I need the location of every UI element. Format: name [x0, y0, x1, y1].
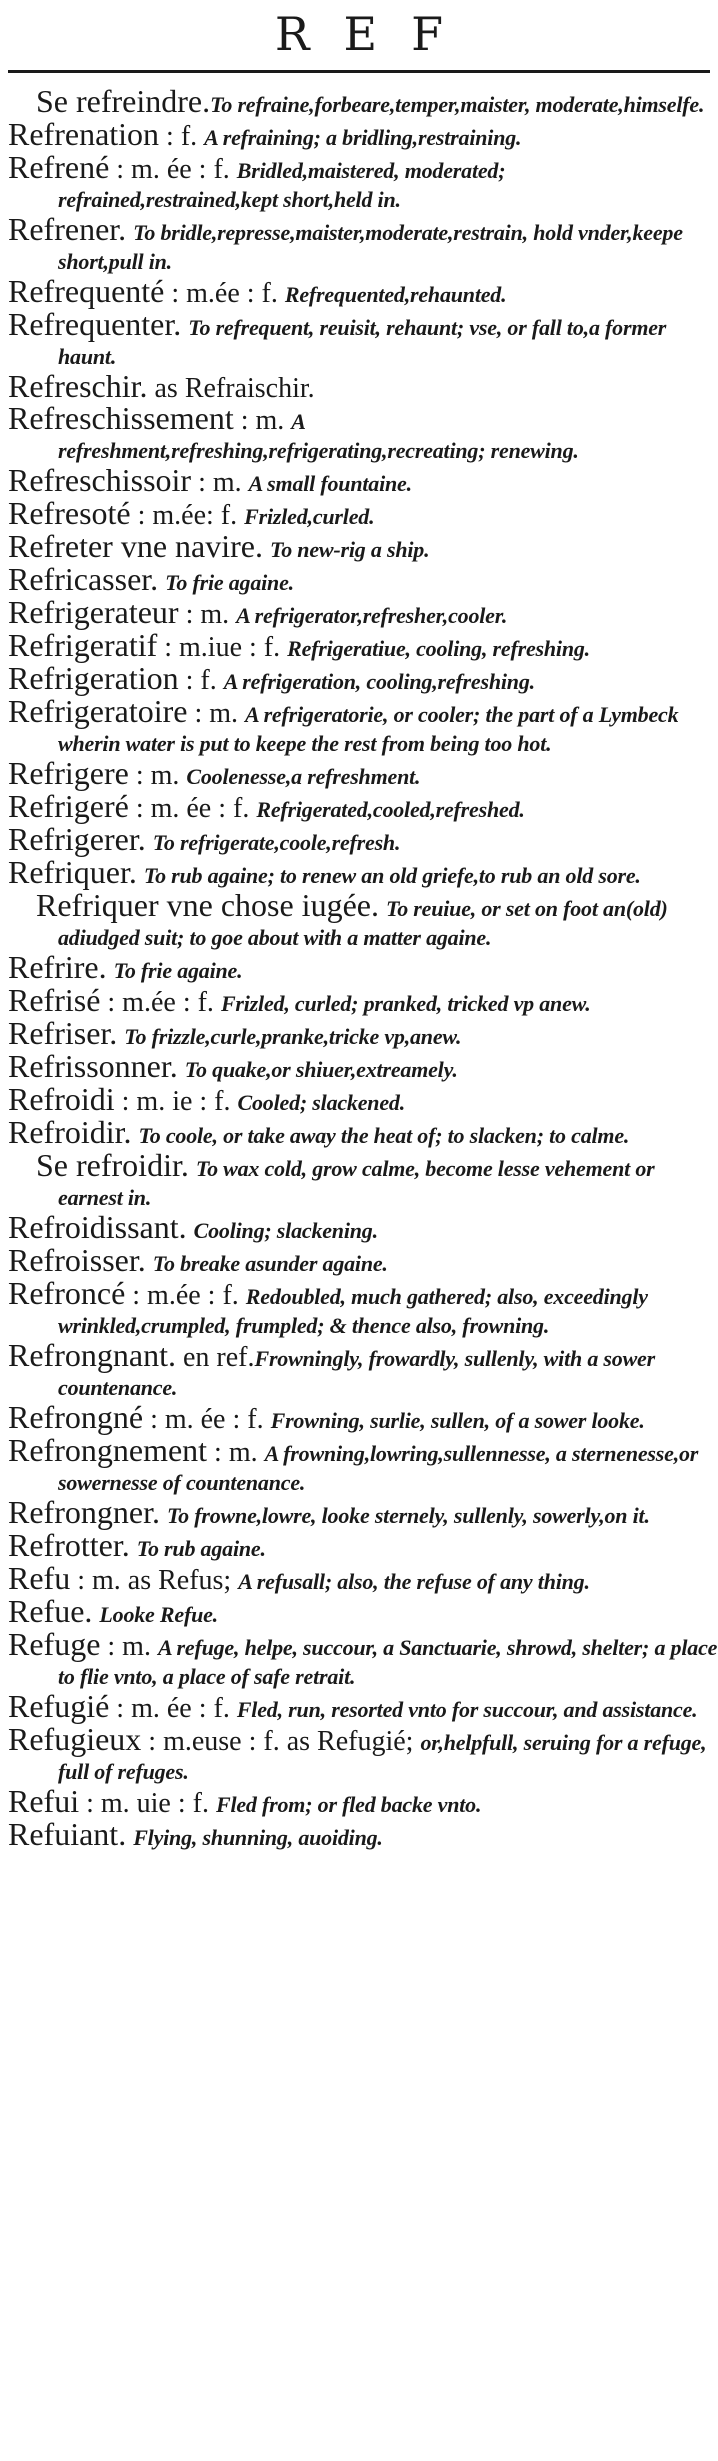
entry-definition: A refreshment,refreshing,refrigerating,recreating; renewing.	[58, 409, 579, 463]
entry-grammar: : m.	[207, 1437, 265, 1468]
entry-grammar	[178, 1053, 185, 1084]
dictionary-entry	[0, 594, 718, 630]
entry-definition: Refrigeratiue, cooling, refreshing.	[287, 636, 590, 661]
entry-definition: A small fountaine.	[248, 471, 412, 496]
dictionary-entry	[0, 1688, 718, 1724]
entry-definition: A refrigerator,refresher,cooler.	[236, 603, 508, 628]
entry-definition: Redoubled, much gathered; also, exceedingly wrinkled,crumpled, frumpled; & thence also, frowning.	[58, 1284, 648, 1338]
entry-grammar: : m.	[187, 698, 246, 729]
entry-definition: A refusall; also, the refuse of any thing.	[238, 1569, 590, 1594]
entry-grammar: : m. ée : f.	[109, 1693, 237, 1724]
entry-grammar	[107, 954, 114, 985]
entry-definition: To frizzle,curle,pranke,tricke vp,anew.	[124, 1024, 462, 1049]
dictionary-entry	[0, 1209, 718, 1245]
entry-headword: Refrequenter.	[8, 306, 182, 342]
dictionary-entry	[0, 273, 718, 309]
entry-definition: To new-rig a ship.	[269, 537, 430, 562]
entry-grammar: : m. ée : f.	[128, 793, 257, 824]
dictionary-entry	[0, 1015, 718, 1051]
entry-definition: Refrigerated,cooled,refreshed.	[256, 797, 525, 822]
dictionary-entry	[0, 368, 718, 404]
entry-headword: Refriquer vne chose iugée.	[36, 887, 379, 923]
entry-definition: Frizled,curled.	[244, 504, 375, 529]
entry-headword: Refrigeratoire	[8, 693, 188, 729]
entry-headword: Se refroidir.	[36, 1147, 189, 1183]
dictionary-entry	[0, 1048, 718, 1084]
entry-grammar: : m.	[128, 760, 187, 791]
entry-grammar	[132, 1119, 139, 1150]
dictionary-entry	[0, 1527, 718, 1563]
entry-grammar: : m.ée : f.	[164, 278, 285, 309]
entry-definition: A refrigeratorie, or cooler; the part of a Lymbeck wherin water is put to keepe the rest from being too hot.	[58, 702, 679, 756]
entry-definition: Cooled; slackened.	[237, 1090, 405, 1115]
entry-grammar: : m.ée : f.	[125, 1280, 246, 1311]
dictionary-entry	[0, 821, 718, 857]
entry-grammar	[160, 1499, 167, 1530]
entry-grammar: : m.euse : f. as Refugié;	[141, 1726, 421, 1757]
dictionary-entry	[0, 306, 718, 370]
entry-definition: Cooling; slackening.	[193, 1218, 378, 1243]
entry-grammar	[130, 1532, 137, 1563]
entry-definition: To quake,or shiuer,extreamely.	[184, 1057, 458, 1082]
entry-definition: To coole, or take away the heat of; to slacken; to calme.	[138, 1123, 630, 1148]
entry-headword: Refrongner.	[8, 1494, 160, 1530]
dictionary-entry	[0, 1816, 718, 1852]
entry-definition: A frowning,lowring,sullennesse, a sternenesse,or sowernesse of countenance.	[58, 1441, 699, 1495]
entry-definition: Looke Refue.	[99, 1602, 218, 1627]
dictionary-entry	[0, 1593, 718, 1629]
dictionary-entry	[0, 660, 718, 696]
entry-headword: Refroncé	[8, 1275, 126, 1311]
entry-grammar: : m. as Refus;	[70, 1565, 239, 1596]
dictionary-entry	[0, 1337, 718, 1401]
entry-headword: Refroisser.	[8, 1242, 146, 1278]
entry-headword: Refreschissement	[8, 400, 234, 436]
entry-headword: Refrequenté	[8, 273, 165, 309]
entry-definition: To refraine,forbeare,temper,maister, moderate,himselfe.	[210, 92, 705, 117]
entry-list	[0, 83, 718, 1854]
entry-headword: Refreschissoir	[8, 462, 192, 498]
entry-headword: Refrissonner.	[8, 1048, 178, 1084]
dictionary-entry	[0, 495, 718, 531]
entry-headword: Refrigerateur	[8, 594, 179, 630]
entry-definition: Fled from; or fled backe vnto.	[215, 1792, 482, 1817]
entry-grammar: : m.	[191, 467, 249, 498]
entry-definition: Frizled, curled; pranked, tricked vp anew.	[220, 991, 591, 1016]
sub-entry	[0, 1147, 718, 1211]
dictionary-entry	[0, 949, 718, 985]
entry-definition: To frie againe.	[165, 570, 294, 595]
entry-definition: To frowne,lowre, looke sternely, sullenly, sowerly,on it.	[166, 1503, 650, 1528]
entry-definition: To bridle,represse,maister,moderate,restrain, hold vnder,keepe short,pull in.	[58, 220, 683, 274]
entry-grammar: en ref.	[175, 1342, 255, 1373]
dictionary-entry	[0, 211, 718, 275]
entry-grammar	[137, 859, 144, 890]
entry-definition: To refrigerate,coole,refresh.	[152, 830, 401, 855]
entry-headword: Refrener.	[8, 211, 127, 247]
entry-definition: To frie againe.	[113, 958, 243, 983]
entry-headword: Refrire.	[8, 949, 107, 985]
entry-grammar	[189, 1152, 196, 1183]
entry-definition: or,helpfull, seruing for a refuge, full of refuges.	[58, 1730, 707, 1784]
dictionary-entry	[0, 755, 718, 791]
dictionary-entry	[0, 1399, 718, 1435]
entry-definition: Refrequented,rehaunted.	[284, 282, 507, 307]
dictionary-entry	[0, 982, 718, 1018]
entry-grammar	[146, 1247, 153, 1278]
entry-headword: Refugieux	[8, 1721, 142, 1757]
entry-definition: Frowningly, frowardly, sullenly, with a sower countenance.	[58, 1346, 655, 1400]
dictionary-entry	[0, 1242, 718, 1278]
entry-headword: Refrisé	[8, 982, 101, 1018]
entry-headword: Refue.	[8, 1593, 93, 1629]
entry-headword: Refui	[8, 1783, 80, 1819]
entry-headword: Se refreindre.	[36, 83, 211, 119]
entry-headword: Refrené	[8, 149, 110, 185]
entry-headword: Refrongné	[8, 1399, 144, 1435]
dictionary-entry	[0, 528, 718, 564]
entry-grammar: : m. ie : f.	[114, 1086, 238, 1117]
entry-headword: Refugié	[8, 1688, 110, 1724]
entry-grammar: : m.iue : f.	[157, 632, 288, 663]
entry-grammar: : m.ée: f.	[130, 500, 245, 531]
dictionary-entry	[0, 1432, 718, 1496]
entry-definition: A refraining; a bridling,restraining.	[204, 125, 522, 150]
entry-headword: Refroidissant.	[8, 1209, 187, 1245]
entry-headword: Refrigeration	[8, 660, 179, 696]
dictionary-entry	[0, 462, 718, 498]
entry-grammar: : m.ée : f.	[100, 987, 221, 1018]
entry-grammar: : m.	[100, 1631, 158, 1662]
dictionary-entry	[0, 854, 718, 890]
dictionary-entry	[0, 1721, 718, 1785]
entry-grammar	[187, 1214, 194, 1245]
dictionary-entry	[0, 116, 718, 152]
dictionary-entry	[0, 561, 718, 597]
page-header: REF	[274, 7, 478, 61]
entry-grammar: as Refraischir.	[147, 373, 315, 404]
entry-definition: Frowning, surlie, sullen, of a sower looke.	[270, 1408, 645, 1433]
dictionary-entry	[0, 1783, 718, 1819]
entry-definition: To wax cold, grow calme, become lesse vehement or earnest in.	[58, 1156, 655, 1210]
sub-entry	[0, 83, 718, 119]
dictionary-entry	[0, 693, 718, 757]
entry-headword: Refroidir.	[8, 1114, 132, 1150]
entry-definition: To breake asunder againe.	[152, 1251, 388, 1276]
dictionary-entry	[0, 1114, 718, 1150]
entry-headword: Refriser.	[8, 1015, 118, 1051]
entry-grammar: : f.	[159, 121, 205, 152]
dictionary-entry	[0, 1081, 718, 1117]
entry-headword: Refrigeratif	[8, 627, 158, 663]
entry-grammar: : m. ée : f.	[109, 154, 237, 185]
dictionary-entry	[0, 1275, 718, 1339]
dictionary-entry	[0, 400, 718, 464]
entry-definition: Coolenesse,a refreshment.	[186, 764, 421, 789]
entry-headword: Refuge	[8, 1626, 101, 1662]
entry-headword: Refrongnement	[8, 1432, 208, 1468]
entry-definition: A refuge, helpe, succour, a Sanctuarie, shrowd, shelter; a place to flie vnto, a place of safe retrait.	[58, 1635, 718, 1689]
entry-definition: To rub againe.	[136, 1536, 266, 1561]
dictionary-entry	[0, 1560, 718, 1596]
sub-entry	[0, 887, 718, 951]
entry-headword: Refrigerer.	[8, 821, 146, 857]
entry-headword: Refuiant.	[8, 1816, 127, 1852]
entry-headword: Refreschir.	[8, 368, 148, 404]
header-rule	[8, 70, 710, 73]
entry-grammar: : f.	[178, 665, 224, 696]
dictionary-entry	[0, 627, 718, 663]
entry-definition: Flying, shunning, auoiding.	[133, 1825, 383, 1850]
entry-definition: A refrigeration, cooling,refreshing.	[223, 669, 535, 694]
entry-definition: To rub againe; to renew an old griefe,to rub an old sore.	[143, 863, 641, 888]
entry-headword: Refresoté	[8, 495, 131, 531]
dictionary-entry	[0, 149, 718, 213]
entry-grammar: : m. ée : f.	[143, 1404, 271, 1435]
entry-headword: Refrongnant.	[8, 1337, 176, 1373]
entry-headword: Refricasser.	[8, 561, 159, 597]
entry-definition: To refrequent, reuisit, rehaunt; vse, or fall to,a former haunt.	[58, 315, 667, 369]
dictionary-entry	[0, 1626, 718, 1690]
dictionary-entry	[0, 1494, 718, 1530]
entry-grammar	[263, 533, 270, 564]
entry-grammar: : m.	[233, 405, 292, 436]
entry-grammar	[379, 892, 386, 923]
entry-headword: Refrenation	[8, 116, 160, 152]
entry-headword: Refriquer.	[8, 854, 137, 890]
entry-headword: Refrotter.	[8, 1527, 130, 1563]
entry-headword: Refreter vne navire.	[8, 528, 263, 564]
entry-headword: Refu	[8, 1560, 71, 1596]
dictionary-entry	[0, 788, 718, 824]
entry-definition: Bridled,maistered, moderated; refrained,restrained,kept short,held in.	[58, 158, 506, 212]
entry-headword: Refrigeré	[8, 788, 129, 824]
entry-grammar: : m.	[178, 599, 237, 630]
entry-definition: To reuiue, or set on foot an(old) adiudged suit; to goe about with a matter againe.	[58, 896, 668, 950]
entry-headword: Refrigere	[8, 755, 129, 791]
entry-grammar	[146, 826, 153, 857]
entry-definition: Fled, run, resorted vnto for succour, and assistance.	[236, 1697, 698, 1722]
entry-headword: Refroidi	[8, 1081, 115, 1117]
entry-grammar: : m. uie : f.	[79, 1788, 216, 1819]
